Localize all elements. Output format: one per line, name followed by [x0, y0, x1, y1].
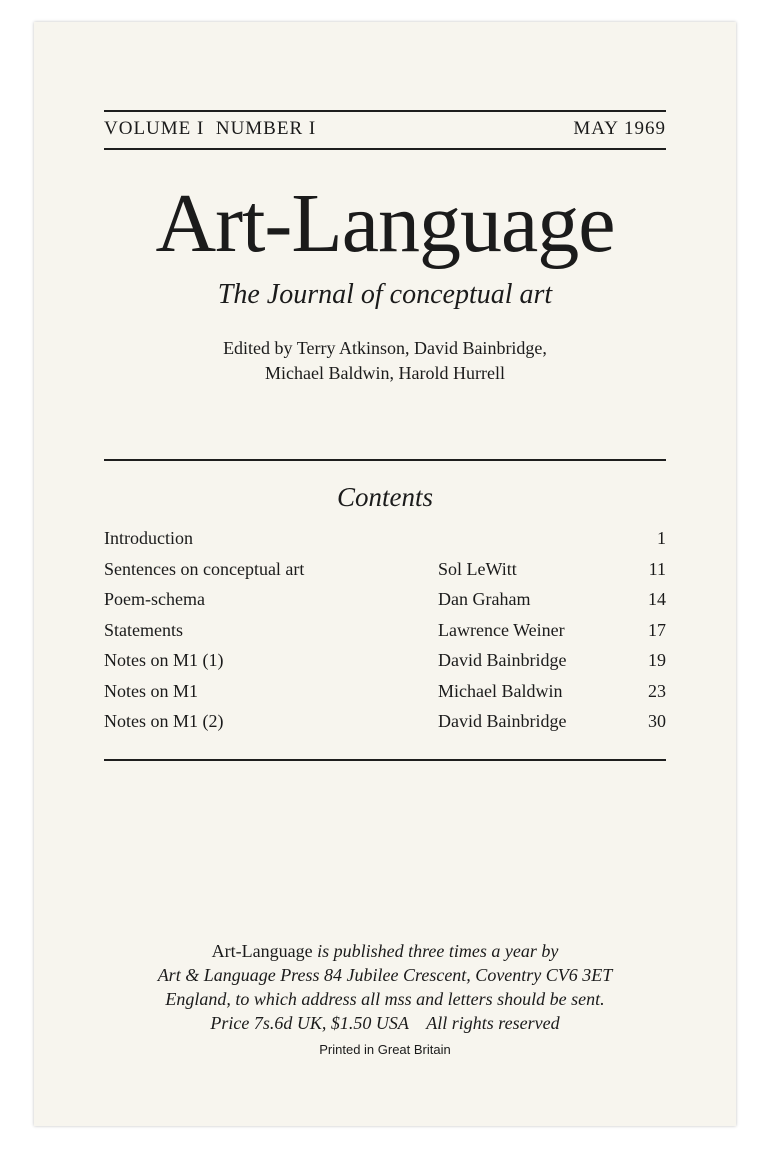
- contents-top-rule: [104, 459, 666, 461]
- colophon: [34, 939, 736, 1035]
- toc-entry-author: Dan Graham: [438, 589, 531, 609]
- table-of-contents: [104, 523, 666, 737]
- toc-entry-title: Notes on M1 (1): [104, 650, 224, 670]
- toc-row: [104, 584, 666, 615]
- toc-entry-author: Sol LeWitt: [438, 558, 517, 579]
- contents-heading: Contents: [336, 482, 433, 512]
- colophon-line-2: Art & Language Press 84 Jubilee Crescent, Coventry CV6 3ET: [157, 965, 613, 985]
- toc-entry-page: 17: [648, 619, 666, 640]
- editors-line-2: Michael Baldwin, Harold Hurrell: [265, 363, 505, 383]
- colophon-journal-name: Art-Language: [211, 941, 313, 961]
- toc-entry-title: Poem-schema: [104, 589, 205, 609]
- journal-cover: [34, 22, 736, 1126]
- toc-entry-title: Notes on M1: [104, 680, 198, 701]
- masthead-top-rule: [104, 110, 666, 112]
- toc-row: [104, 523, 666, 554]
- contents-bottom-rule: [104, 759, 666, 761]
- printed-in-notice: Printed in Great Britain: [319, 1042, 451, 1057]
- toc-entry-title: Statements: [104, 619, 183, 640]
- editors: [34, 336, 736, 386]
- toc-row: [104, 676, 666, 707]
- toc-row: [104, 615, 666, 646]
- issue-date: MAY 1969: [573, 118, 666, 139]
- colophon-line-1: [34, 939, 736, 963]
- colophon-line-3: England, to which address all mss and letters should be sent.: [165, 989, 605, 1009]
- toc-row: [104, 706, 666, 737]
- colophon-line-4: Price 7s.6d UK, $1.50 USA All rights reserved: [210, 1013, 560, 1033]
- toc-entry-page: 23: [648, 680, 666, 701]
- toc-entry-author: David Bainbridge: [438, 711, 567, 731]
- toc-entry-title: Introduction: [104, 528, 193, 548]
- toc-entry-title: Sentences on conceptual art: [104, 558, 305, 579]
- toc-entry-title: Notes on M1 (2): [104, 711, 224, 731]
- masthead-bottom-rule: [104, 148, 666, 150]
- toc-entry-page: 30: [648, 711, 666, 731]
- toc-entry-page: 14: [648, 589, 666, 609]
- toc-entry-page: 11: [648, 558, 666, 579]
- toc-entry-author: Michael Baldwin: [438, 680, 563, 701]
- toc-row: [104, 645, 666, 676]
- masthead: [104, 118, 666, 140]
- toc-row: [104, 554, 666, 585]
- journal-subtitle: The Journal of conceptual art: [217, 279, 553, 310]
- journal-title: Art-Language: [155, 177, 615, 270]
- toc-entry-author: Lawrence Weiner: [438, 619, 565, 640]
- toc-entry-page: 1: [657, 528, 666, 548]
- toc-entry-author: David Bainbridge: [438, 650, 567, 670]
- toc-entry-page: 19: [648, 650, 666, 670]
- colophon-publication-frequency: is published three times a year by: [312, 941, 559, 961]
- volume-number: VOLUME I NUMBER I: [104, 118, 317, 139]
- editors-line-1: Edited by Terry Atkinson, David Bainbridge,: [223, 338, 547, 358]
